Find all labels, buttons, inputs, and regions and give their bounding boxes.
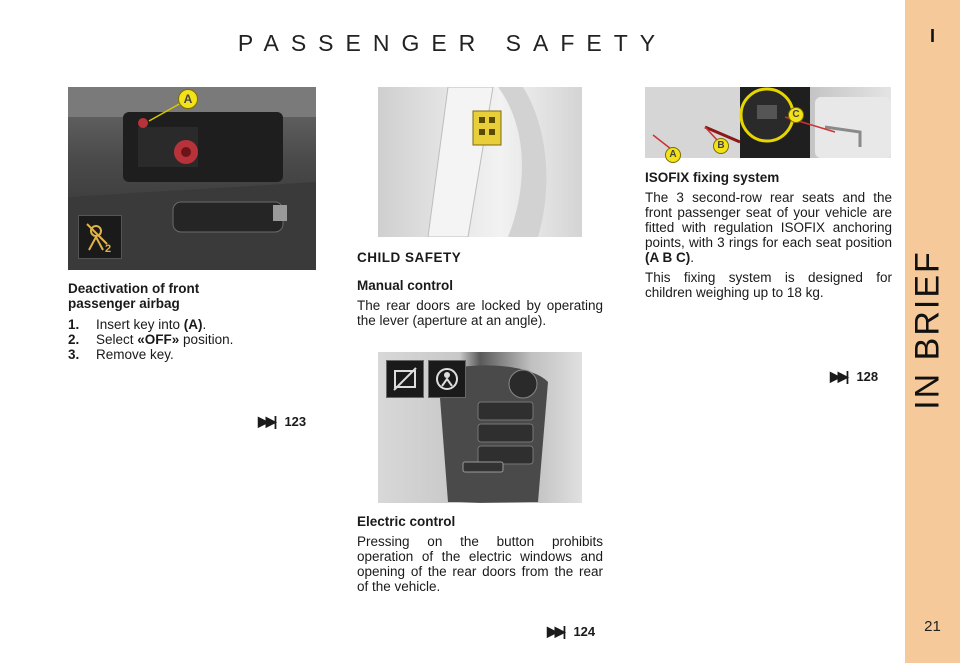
child-safety-section [357,250,603,328]
page-title: PASSENGER SAFETY [237,30,668,56]
airbag-step-1: 1. Insert key into (A). [68,317,207,332]
double-arrow-end-icon: ▶▶| [547,623,564,639]
electric-control-section [357,514,603,594]
isofix-anchors-photo [645,87,891,158]
electric-control-text: Pressing on the button prohibits operation of the electric windows and opening of the rear doors from the rear of the vehicle. [357,534,603,594]
callout-c-isofix: C [788,107,804,123]
airbag-step-3: 3. Remove key. [68,347,174,362]
isofix-heading: ISOFIX fixing system [645,170,780,185]
airbag-section [68,281,318,362]
airbag-off-warning-icon [78,215,122,259]
airbag-steps [68,317,318,362]
svg-text:2: 2 [105,243,112,254]
airbag-heading: Deactivation of front passenger airbag [68,281,200,311]
page-ref-isofix[interactable]: ▶▶| 128 [830,368,879,384]
child-lock-lever-photo [378,87,582,237]
window-switch-panel-photo [378,352,582,503]
manual-control-heading: Manual control [357,278,454,293]
sidebar-section-label: IN BRIEF [908,250,947,410]
isofix-section [645,170,892,300]
isofix-text-2: This fixing system is designed for children weighing up to 18 kg. [645,270,892,300]
callout-a-isofix: A [665,147,681,163]
child-lock-icon [428,360,466,398]
child-safety-title: CHILD SAFETY [357,250,462,265]
page-ref-child-safety[interactable]: ▶▶| 124 [547,623,596,639]
window-lock-icon [386,360,424,398]
double-arrow-end-icon: ▶▶| [258,413,275,429]
double-arrow-end-icon: ▶▶| [830,368,847,384]
manual-control-text: The rear doors are locked by operating the lever (aperture at an angle). [357,298,603,328]
section-roman-numeral: I [929,26,935,46]
callout-b-isofix: B [713,138,729,154]
electric-control-heading: Electric control [357,514,456,529]
isofix-text-1: The 3 second-row rear seats and the front passenger seat of your vehicle are fitted with regulation ISOFIX anchoring points, with 3 rings for each seat position (A B C). [645,190,892,265]
page-ref-airbag[interactable]: ▶▶| 123 [258,413,307,429]
airbag-step-2: 2. Select «OFF» position. [68,332,234,347]
airbag-switch-photo [68,87,316,270]
page-number: 21 [924,618,941,635]
callout-a-airbag: A [178,89,198,109]
